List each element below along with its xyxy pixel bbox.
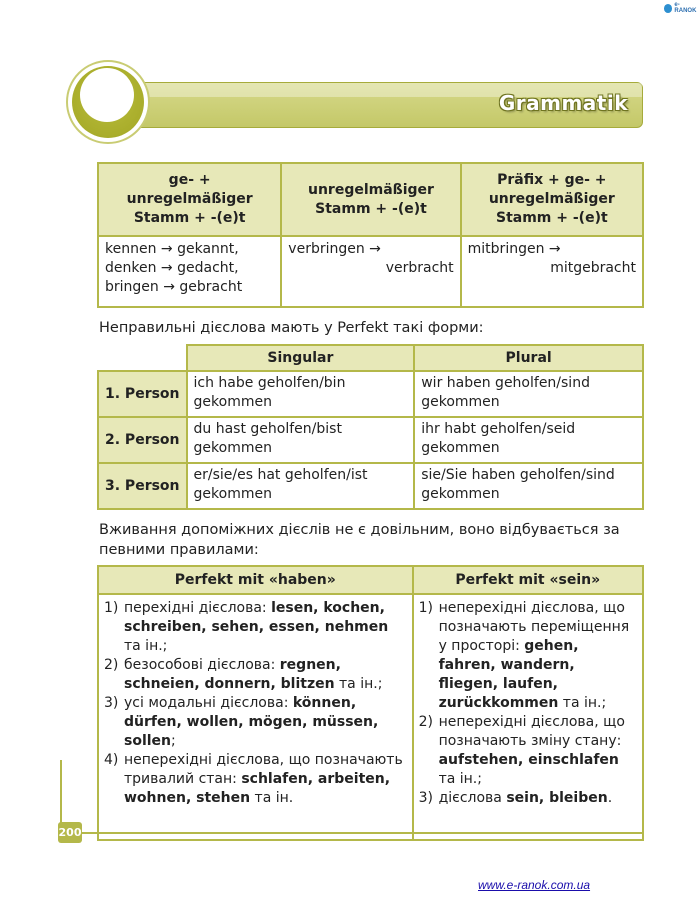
list-item: 1) перехідні дієслова: lesen, kochen, schreiben, sehen, essen, nehmen та ін.; bbox=[104, 600, 389, 654]
grammatik-banner bbox=[120, 82, 643, 128]
list-item: 3) дієслова sein, bleiben. bbox=[418, 790, 613, 806]
haben-rules-cell bbox=[98, 594, 413, 840]
list-item: 3) усі модальні дієслова: können, dürfen, wollen, mögen, müssen, sollen; bbox=[104, 695, 379, 749]
table-cell: sie/Sie haben geholfen/sind gekommen bbox=[414, 463, 643, 509]
list-item: 2) безособові дієслова: regnen, schneien, donnern, blitzen та ін.; bbox=[104, 657, 383, 692]
sein-rules-cell bbox=[413, 594, 643, 840]
table-header: unregelmäßiger Stamm + -(e)t bbox=[281, 163, 460, 236]
logo-icon bbox=[664, 4, 672, 13]
table-header: Singular bbox=[187, 345, 415, 371]
table-cell: er/sie/es hat geholfen/ist gekommen bbox=[187, 463, 415, 509]
table-header: Perfekt mit «sein» bbox=[413, 566, 643, 594]
table-cell: kennen → gekannt, denken → gedacht, bringen → gebracht bbox=[98, 236, 281, 307]
person-label: 2. Person bbox=[98, 417, 187, 463]
page-number: 200 bbox=[58, 826, 82, 839]
perfekt-forms-table bbox=[97, 344, 644, 510]
table-header: Präfix + ge- + unregelmäßiger Stamm + -(e)t bbox=[461, 163, 643, 236]
page-number-badge bbox=[58, 822, 82, 843]
publisher-logo bbox=[664, 2, 700, 14]
table-cell: ich habe geholfen/bin gekommen bbox=[187, 371, 415, 417]
table-cell: wir haben geholfen/sind gekommen bbox=[414, 371, 643, 417]
table-header: Plural bbox=[414, 345, 643, 371]
table-cell: du hast geholfen/bist gekommen bbox=[187, 417, 415, 463]
participle-formation-table bbox=[97, 162, 644, 308]
footer-divider bbox=[60, 760, 62, 824]
list-item: 4) неперехідні дієслова, що позначають тривалий стан: schlafen, arbeiten, wohnen, stehen та ін. bbox=[104, 752, 403, 806]
person-label: 3. Person bbox=[98, 463, 187, 509]
section-title: Grammatik bbox=[498, 91, 628, 115]
list-item: 2) неперехідні дієслова, що позначають зміну стану: aufstehen, einschlafen та ін.; bbox=[418, 714, 625, 787]
rules-paragraph: Вживання допоміжних дієслів не є довільним, воно відбувається за певними правилами: bbox=[99, 522, 620, 558]
table-header: ge- + unregelmäßiger Stamm + -(e)t bbox=[98, 163, 281, 236]
table-row bbox=[98, 371, 643, 417]
person-label: 1. Person bbox=[98, 371, 187, 417]
table-header: Perfekt mit «haben» bbox=[98, 566, 413, 594]
footer-rule bbox=[78, 832, 644, 834]
logo-text: e-RANOK bbox=[674, 2, 697, 14]
table-cell: ihr habt geholfen/seid gekommen bbox=[414, 417, 643, 463]
list-item: 1) неперехідні дієслова, що позначають переміщення у просторі: gehen, fahren, wandern, fliegen, laufen, zurückkommen та ін.; bbox=[418, 600, 630, 711]
intro-paragraph: Неправильні дієслова мають у Perfekt такі форми: bbox=[99, 320, 484, 336]
table-row bbox=[98, 463, 643, 509]
auxiliary-rules-table bbox=[97, 565, 644, 841]
website-link[interactable]: www.e-ranok.com.ua bbox=[478, 878, 591, 892]
table-row bbox=[98, 417, 643, 463]
table-cell: mitbringen → mitgebracht bbox=[461, 236, 643, 307]
table-cell: verbringen → verbracht bbox=[281, 236, 460, 307]
